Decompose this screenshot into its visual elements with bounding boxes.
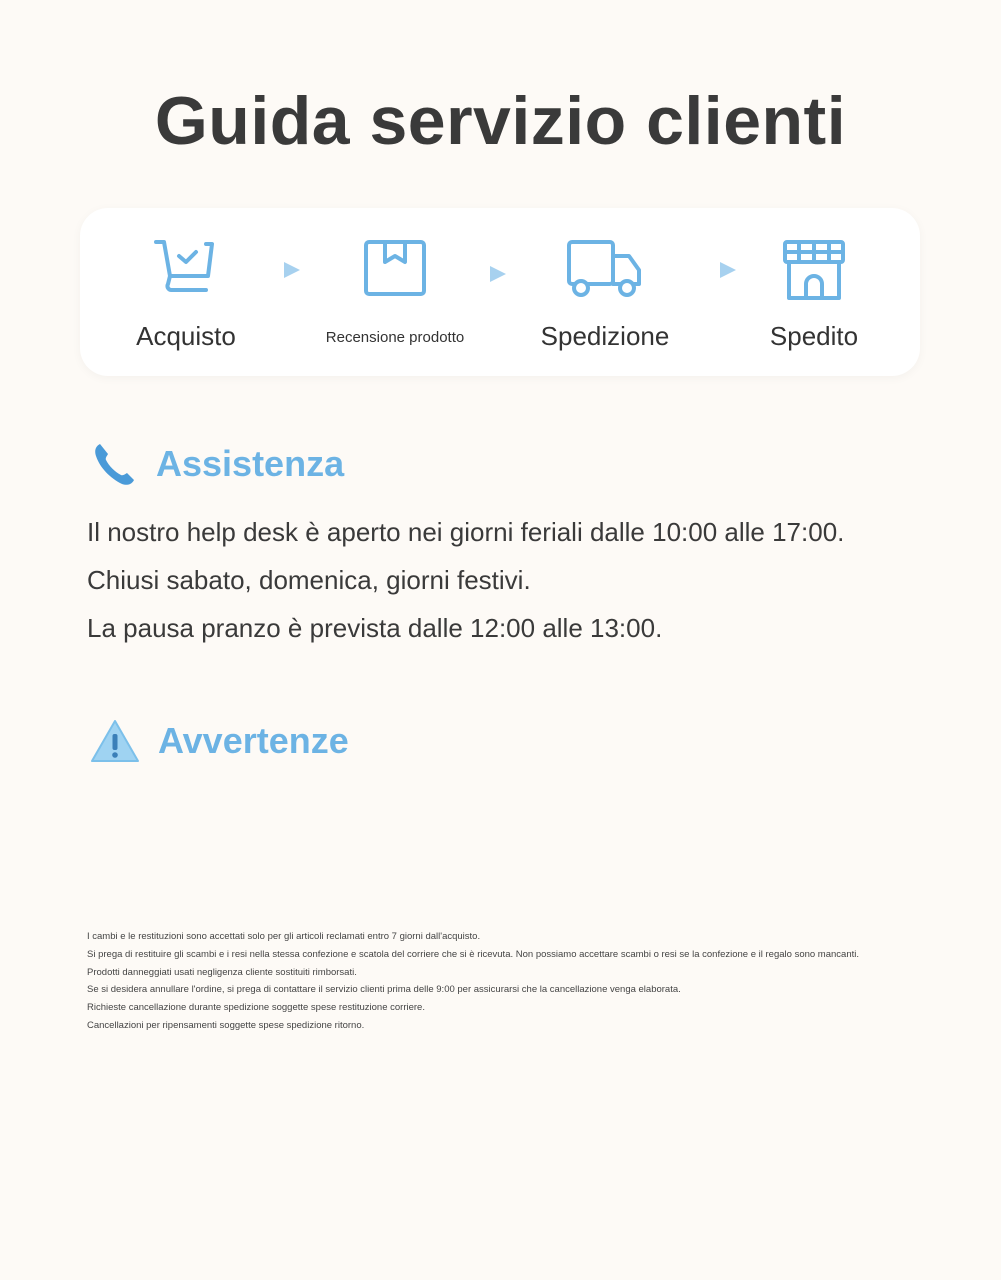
text-line: Si prega di restituire gli scambi e i resi nella stessa confezione e scatola del corriere che si è ricevuta. Non possiamo accettare scambi o resi se la confezione e il regalo sono mancanti. — [87, 948, 859, 960]
step-spedizione — [505, 238, 705, 352]
step-label: Acquisto — [136, 321, 236, 351]
step-recensione — [295, 238, 495, 346]
cart-check-icon — [151, 238, 221, 302]
store-icon — [779, 238, 849, 302]
box-icon — [360, 238, 430, 302]
text-line: La pausa pranzo è prevista dalle 12:00 alle 13:00. — [87, 613, 663, 643]
avvertenze-heading: Avvertenze — [90, 718, 349, 764]
text-line: Il nostro help desk è aperto nei giorni feriali dalle 10:00 alle 17:00. — [87, 517, 845, 547]
arrow-right-icon — [490, 266, 506, 282]
truck-icon — [565, 238, 645, 302]
step-acquisto — [86, 238, 286, 352]
warning-icon — [90, 718, 140, 764]
step-spedito — [714, 238, 914, 352]
text-line: Se si desidera annullare l'ordine, si prega di contattare il servizio clienti prima delle 9:00 per assicurarsi che la cancellazione venga elaborata. — [87, 984, 681, 996]
assistenza-heading: Assistenza — [90, 440, 344, 488]
text-line: Prodotti danneggiati usati negligenza cliente sostituiti rimborsati. — [87, 966, 357, 978]
text-line: Cancellazioni per ripensamenti soggette spese spedizione ritorno. — [87, 1019, 365, 1031]
text-line: I cambi e le restituzioni sono accettati solo per gli articoli reclamati entro 7 giorni dall'acquisto. — [87, 931, 481, 942]
text-line: Richieste cancellazione durante spedizione soggette spese restituzione corriere. — [87, 1002, 425, 1014]
step-label: Spedito — [769, 321, 859, 351]
phone-icon — [90, 440, 138, 488]
avvertenze-text — [87, 928, 859, 1035]
text-line: Chiusi sabato, domenica, giorni festivi. — [87, 565, 531, 595]
assistenza-text — [87, 508, 844, 652]
step-label: Spedizione — [540, 321, 670, 351]
process-steps — [80, 208, 920, 376]
step-label: Recensione prodotto — [325, 329, 465, 346]
page-title: Guida servizio clienti — [154, 83, 847, 159]
